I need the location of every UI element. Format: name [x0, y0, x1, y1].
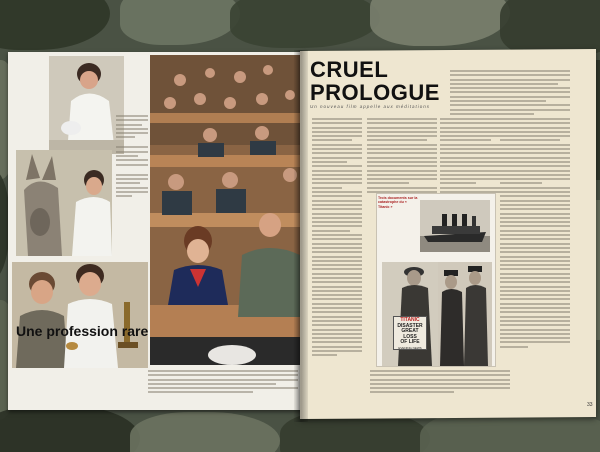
left-footer-text	[148, 370, 298, 396]
photo-woman-with-rabbit	[49, 56, 124, 154]
photo-woman-with-donkey	[16, 150, 112, 256]
photo-classroom-students	[150, 55, 300, 365]
page-number: 33	[587, 402, 593, 408]
article-title	[310, 58, 440, 104]
titanic-poster	[393, 316, 427, 350]
article-title-line1: CRUEL	[310, 57, 389, 82]
text-column-3	[440, 118, 500, 195]
spine-gutter	[294, 50, 308, 422]
poster-line4: OF LIFE	[400, 339, 420, 345]
poster-line1: TITANIC	[400, 317, 420, 323]
article-title-line2: PROLOGUE	[310, 80, 440, 105]
poster-footer: EVENING NEWS	[398, 345, 422, 350]
text-column-1	[312, 118, 362, 359]
text-column-bottom	[370, 370, 510, 396]
photo-titanic-ship	[420, 200, 490, 252]
photo-men-in-coats	[438, 262, 492, 366]
article-subtitle: Un nouveau film appelle aux méditations	[310, 104, 431, 109]
left-page-title: Une profession rare	[16, 323, 149, 339]
left-caption-column	[116, 115, 148, 199]
poster-line2: DISASTER	[397, 322, 423, 329]
photo-lab-workers	[12, 262, 148, 368]
inset-title: Trois documents sur la catastrophe du « Titanic »	[378, 196, 418, 209]
text-column-4	[500, 118, 570, 350]
poster-line3: GREAT LOSS	[401, 328, 419, 340]
text-column-2	[367, 118, 437, 195]
text-column-top-right	[450, 70, 570, 117]
